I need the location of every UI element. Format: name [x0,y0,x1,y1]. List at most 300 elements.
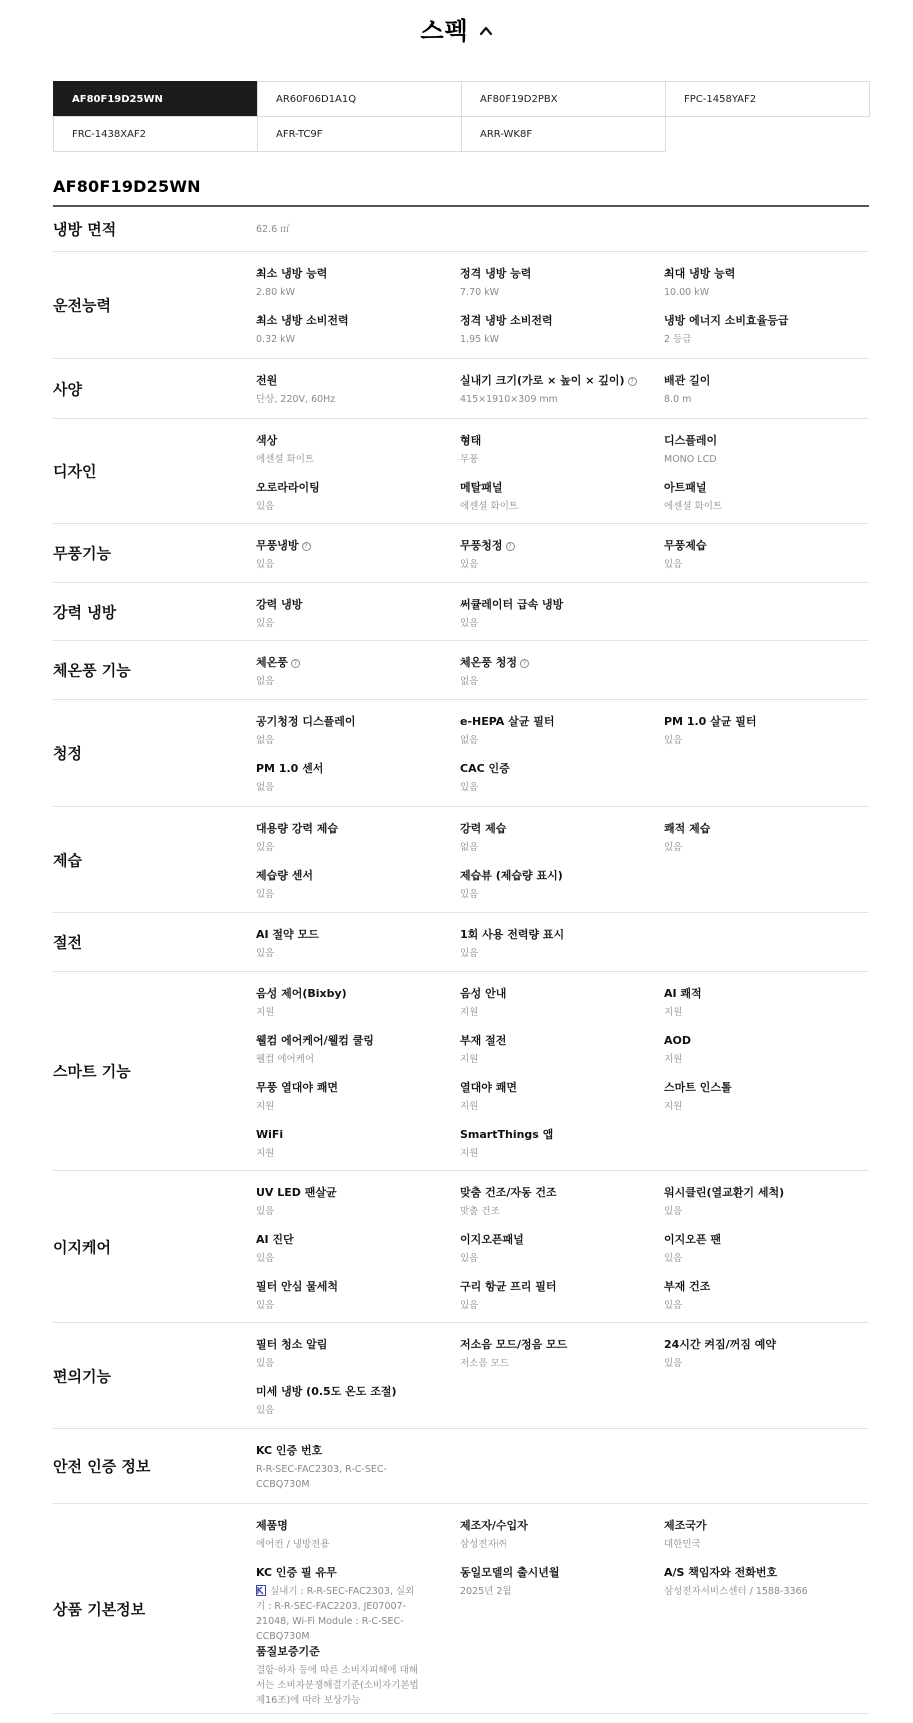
spec-item-value: 없음 [460,676,479,687]
spec-item [664,539,864,572]
spec-item-value: 있음 [256,842,275,853]
spec-item-label [460,1566,660,1580]
spec-item-label-text: 무풍청정 [460,539,503,552]
spec-item-value: 있음 [460,948,479,959]
spec-item-label-text: 아트패널 [664,481,707,494]
spec-item [256,1566,421,1644]
spec-item-label [256,822,456,836]
spec-item-value: 에센셜 화이트 [664,501,723,512]
spec-item-value: 있음 [460,559,479,570]
spec-item-label-text: 맞춤 건조/자동 건조 [460,1186,557,1199]
spec-item [664,1034,864,1067]
info-icon[interactable]: ? [520,659,529,668]
spec-section [53,583,869,641]
model-title: AF80F19D25WN [53,177,201,196]
spec-item-label-text: 품질보증기준 [256,1645,320,1658]
spec-item [664,1081,864,1114]
spec-item-label-text: 공기청정 디스플레이 [256,715,356,728]
spec-item-label-text: 냉방 에너지 소비효율등급 [664,314,789,327]
spec-item-value: 있음 [460,889,479,900]
spec-item-value: 있음 [664,735,683,746]
spec-item [460,267,660,300]
spec-item-label [664,539,864,553]
spec-item [256,539,456,572]
spec-item-label-text: 무풍냉방 [256,539,299,552]
spec-item-label [460,314,660,328]
spec-item-label [256,434,456,448]
spec-item-label [664,314,864,328]
info-icon[interactable]: ? [628,377,637,386]
spec-item-label-text: PM 1.0 센서 [256,762,324,775]
spec-item-label [256,1034,456,1048]
spec-item-label [460,928,660,942]
spec-item-label-text: 써큘레이터 급속 냉방 [460,598,564,611]
spec-item [256,1186,456,1219]
spec-item-value: 있음 [664,559,683,570]
spec-item-label [256,1444,406,1458]
spec-item-value: 있음 [664,1206,683,1217]
spec-item [460,869,660,902]
spec-item-label [460,1186,660,1200]
spec-item-label-text: AI 쾌적 [664,987,702,1000]
spec-section [53,700,869,807]
spec-item [256,1444,406,1492]
spec-item [460,481,660,514]
spec-item-label [460,1128,660,1142]
spec-item-value: 있음 [256,948,275,959]
spec-item [256,869,456,902]
spec-item-label-text: 1회 사용 전력량 표시 [460,928,565,941]
spec-item [664,434,864,467]
spec-item-label-text: 체온풍 청정 [460,656,517,669]
spec-item [256,314,456,347]
model-tab[interactable]: FPC-1458YAF2 [665,81,870,117]
spec-section [53,207,869,252]
spec-item-label [460,1280,660,1294]
spec-item-label [460,1034,660,1048]
spec-item-value: 있음 [460,782,479,793]
spec-section-title: 디자인 [53,462,97,481]
spec-item-label-text: 색상 [256,434,278,447]
spec-item-label [664,1081,864,1095]
spec-item-label [460,539,660,553]
kc-mark-icon [256,1585,266,1596]
spec-item [256,1338,456,1371]
spec-section-title: 안전 인증 정보 [53,1457,151,1476]
spec-table [53,207,869,1714]
spec-section-title: 이지케어 [53,1238,111,1256]
spec-item [460,715,660,748]
spec-item [256,481,456,514]
spec-item-label [664,434,864,448]
spec-item-label-text: 구리 항균 프리 필터 [460,1280,557,1293]
spec-item-value: 없음 [256,735,275,746]
spec-section-title: 체온풍 기능 [53,661,131,680]
model-tab[interactable]: ARR-WK8F [461,116,666,152]
spec-item-label-text: AOD [664,1034,691,1047]
spec-item-value: 없음 [460,842,479,853]
spec-item-label [664,987,864,1001]
info-icon[interactable]: ? [302,542,311,551]
spec-item [460,374,660,407]
spec-item-value: R-R-SEC-FAC2303, R-C-SEC-CCBQ730M [256,1464,387,1490]
spec-item [256,822,456,855]
spec-item-label-text: 무풍 열대야 쾌면 [256,1081,339,1094]
spec-item-value: 없음 [460,735,479,746]
spec-item-label-text: e-HEPA 살균 필터 [460,715,555,728]
spec-section [53,419,869,524]
spec-item-value: 있음 [664,1253,683,1264]
spec-item-label [460,374,660,388]
spec-item-label-text: 이지오픈패널 [460,1233,524,1246]
spec-item-label-text: A/S 책임자와 전화번호 [664,1566,778,1579]
spec-item-label [256,1338,456,1352]
spec-item-label [256,928,456,942]
spec-item-value: 저소음 모드 [460,1358,509,1369]
spec-item-value: 지원 [256,1148,275,1159]
spec-item-label-text: 쾌적 제습 [664,822,711,835]
spec-item [256,598,456,631]
spec-item-value: 62.6 ㎡ [256,224,290,235]
spec-item [460,656,660,689]
spec-item [664,1566,864,1599]
spec-item [256,1081,456,1114]
spec-item-value: 지원 [664,1007,683,1018]
spec-section-title: 제습 [53,851,82,869]
spec-item [256,1233,456,1266]
spec-section [53,807,869,913]
spec-item [460,598,660,631]
spec-item-label-text: 정격 냉방 능력 [460,267,532,280]
spec-item-label [460,1081,660,1095]
spec-item-label [664,1338,864,1352]
spec-item-label [664,1280,864,1294]
spec-item [460,1566,660,1599]
spec-item [256,1034,456,1067]
spec-section-title: 절전 [53,933,82,952]
spec-item-label-text: 실내기 크기(가로 × 높이 × 깊이) [460,374,625,387]
spec-item [664,314,864,347]
spec-item-value: 있음 [460,618,479,629]
model-tab[interactable]: FRC-1438XAF2 [53,116,258,152]
spec-item [256,1128,456,1161]
spec-item [664,1519,864,1552]
spec-item-value: 지원 [460,1007,479,1018]
spec-title: 스펙 [420,16,469,45]
spec-item [256,374,456,407]
spec-item-value: 에센셜 화이트 [256,454,315,465]
spec-item-label-text: 체온풍 [256,656,288,669]
spec-item-label [460,1338,660,1352]
spec-item-label [664,1186,864,1200]
spec-item-value: 2 등급 [664,334,692,345]
spec-item-label-text: 제습량 센서 [256,869,313,882]
spec-item-label [256,1128,456,1142]
model-tab[interactable]: AF80F19D2PBX [461,81,666,117]
spec-item [460,987,660,1020]
spec-item [460,1128,660,1161]
model-tabs [53,81,869,151]
spec-item-value: 415×1910×309 mm [460,394,558,405]
spec-item-label [256,1081,456,1095]
spec-section [53,252,869,359]
spec-item-value: 에어컨 / 냉방전용 [256,1539,330,1550]
spec-item-label-text: 강력 냉방 [256,598,303,611]
spec-item-label-text: 형태 [460,434,482,447]
spec-item-label [460,822,660,836]
spec-item [664,374,864,407]
spec-item-value: 있음 [256,1358,275,1369]
spec-item-value: 무풍 [460,454,479,465]
spec-item [460,539,660,572]
spec-item [664,715,864,748]
spec-item-value: 10.00 kW [664,287,710,298]
spec-section-title: 편의기능 [53,1367,111,1385]
spec-item [460,1034,660,1067]
spec-item-value: 있음 [460,1300,479,1311]
spec-item-label [256,1566,421,1580]
spec-item [664,1233,864,1266]
spec-item-value: 있음 [460,1253,479,1264]
spec-item [460,1081,660,1114]
spec-item-value: 2.80 kW [256,287,296,298]
spec-item-label-text: 제습뷰 (제습량 표시) [460,869,563,882]
spec-item-label [664,1233,864,1247]
spec-item-label-text: 동일모델의 출시년월 [460,1566,560,1579]
spec-item [460,1338,660,1371]
spec-item-label [460,987,660,1001]
spec-item-value: 2025년 2월 [460,1586,512,1597]
spec-item-label-text: 필터 안심 물세척 [256,1280,339,1293]
spec-item-label [664,715,864,729]
spec-section-title: 냉방 면적 [53,220,117,239]
spec-item [256,928,456,961]
spec-section [53,641,869,700]
spec-item-value: 있음 [256,559,275,570]
spec-item [460,822,660,855]
spec-item [256,1519,456,1552]
spec-item-value-text: 실내기 : R-R-SEC-FAC2303, 실외기 : R-R-SEC-FAC2203, JE07007-21048, Wi-Fi Module : R-C-SEC-CCBQ730M [256,1586,415,1642]
spec-item-label-text: WiFi [256,1128,284,1141]
spec-item-value: 0.32 kW [256,334,296,345]
spec-item-label-text: KC 인증 번호 [256,1444,323,1457]
spec-item [664,267,864,300]
spec-section-title: 사양 [53,380,82,398]
spec-item-label [664,481,864,495]
info-icon[interactable]: ? [506,542,515,551]
spec-item [256,434,456,467]
spec-item-value: 있음 [256,501,275,512]
spec-item-label [256,481,456,495]
spec-item-label-text: 웰컴 에어케어/웰컴 쿨링 [256,1034,374,1047]
spec-item-label [460,598,660,612]
spec-section [53,359,869,419]
spec-item-label-text: 제조국가 [664,1519,707,1532]
spec-section [53,1504,869,1714]
info-icon[interactable]: ? [291,659,300,668]
model-tab[interactable]: AF80F19D25WN [53,81,258,117]
spec-item-value: 지원 [664,1101,683,1112]
spec-item [460,1519,660,1552]
spec-item-value [256,1584,421,1644]
spec-item-label [460,481,660,495]
spec-item [256,987,456,1020]
spec-item-label-text: 대용량 강력 제습 [256,822,339,835]
spec-item-label [256,1385,456,1399]
spec-item-value: 1.95 kW [460,334,500,345]
spec-item-label [256,987,456,1001]
spec-item-label [664,1519,864,1533]
spec-item-value: 지원 [664,1054,683,1065]
spec-item-label-text: 워시클린(열교환기 세척) [664,1186,785,1199]
spec-item-value: 있음 [256,889,275,900]
spec-section [53,1171,869,1323]
spec-item-label-text: CAC 인증 [460,762,510,775]
spec-item-label-text: 오로라라이팅 [256,481,320,494]
spec-item-value: 지원 [460,1101,479,1112]
spec-section-title: 운전능력 [53,296,111,315]
spec-section-title: 강력 냉방 [53,603,117,621]
spec-item [460,434,660,467]
spec-item [664,987,864,1020]
spec-item-label [664,822,864,836]
spec-item-label [460,1233,660,1247]
spec-item-label-text: 음성 제어(Bixby) [256,987,347,1000]
spec-item-label-text: AI 진단 [256,1233,294,1246]
spec-item-label [460,267,660,281]
spec-item-value: 지원 [460,1054,479,1065]
spec-item-label-text: 음성 안내 [460,987,507,1000]
spec-item-value: 지원 [460,1148,479,1159]
model-tab[interactable]: AFR-TC9F [257,116,462,152]
spec-item-label [460,715,660,729]
spec-item-label-text: 저소음 모드/정음 모드 [460,1338,568,1351]
spec-item [256,1645,426,1708]
spec-item-label-text: 제조자/수입자 [460,1519,528,1532]
spec-header[interactable] [0,0,913,56]
spec-item-label [256,869,456,883]
spec-item-label-text: 최소 냉방 능력 [256,267,328,280]
spec-item-label [256,715,456,729]
spec-item [664,1186,864,1219]
spec-section-title: 청정 [53,744,82,763]
spec-section-title: 무풍기능 [53,544,111,563]
spec-item-label-text: 부재 절전 [460,1034,507,1047]
spec-item-value: 결함·하자 등에 따른 소비자피해에 대해서는 소비자분쟁해결기준(소비자기본법 제16조)에 따라 보상가능 [256,1665,419,1706]
spec-item-value: 지원 [256,1101,275,1112]
spec-item-label-text: 스마트 인스톨 [664,1081,732,1094]
spec-item [256,222,456,237]
spec-item-label-text: 열대야 쾌면 [460,1081,517,1094]
spec-item [256,762,456,795]
spec-item-label [460,656,660,670]
spec-item-value: 단상, 220V, 60Hz [256,394,336,405]
spec-item-label [256,539,456,553]
model-tab[interactable]: AR60F06D1A1Q [257,81,462,117]
spec-item-label [256,267,456,281]
spec-section-title: 스마트 기능 [53,1062,131,1081]
spec-item-label-text: AI 절약 모드 [256,928,319,941]
spec-item-value: 없음 [256,676,275,687]
spec-item [460,1186,660,1219]
spec-item-label [460,762,660,776]
spec-item-label [664,267,864,281]
spec-item-label-text: 필터 청소 알림 [256,1338,328,1351]
spec-item-label-text: UV LED 팬살균 [256,1186,337,1199]
spec-item-label-text: 제품명 [256,1519,288,1532]
spec-item-label [256,656,456,670]
spec-section [53,913,869,972]
spec-item-label [256,598,456,612]
spec-item-label [460,434,660,448]
spec-item-label [256,1645,426,1659]
spec-section [53,524,869,583]
spec-item-value: 없음 [256,782,275,793]
spec-item-value: 있음 [256,1405,275,1416]
spec-item-label [256,1186,456,1200]
spec-item [664,1338,864,1371]
spec-item-label-text: 부재 건조 [664,1280,711,1293]
spec-item [256,715,456,748]
spec-item-value: 7.70 kW [460,287,500,298]
spec-item-value: 있음 [256,1206,275,1217]
spec-item-value: 있음 [256,1300,275,1311]
spec-section-title: 상품 기본정보 [53,1600,146,1618]
spec-item-label-text: 이지오픈 팬 [664,1233,721,1246]
spec-item-value: 에센셜 화이트 [460,501,519,512]
spec-item [460,928,660,961]
spec-item-label [256,374,456,388]
spec-item-value: 있음 [664,842,683,853]
spec-item-label [460,869,660,883]
spec-item-label-text: 메탈패널 [460,481,503,494]
spec-item [256,267,456,300]
spec-item-label [256,762,456,776]
spec-item-value: 8.0 m [664,394,692,405]
spec-item-label [664,374,864,388]
spec-item-value: 있음 [256,1253,275,1264]
spec-section [53,1429,869,1504]
spec-item-value: 대한민국 [664,1539,701,1550]
spec-item [256,1385,456,1418]
spec-section [53,1323,869,1429]
spec-item-label-text: 최대 냉방 능력 [664,267,736,280]
spec-item-value: 지원 [256,1007,275,1018]
spec-item-label [256,1519,456,1533]
spec-item-label-text: 전원 [256,374,278,387]
spec-item-value: 삼성전자서비스센터 / 1588-3366 [664,1586,808,1597]
spec-item [664,1280,864,1313]
spec-item-label-text: 배관 길이 [664,374,711,387]
spec-item [460,1280,660,1313]
spec-item-label-text: 24시간 켜짐/꺼짐 예약 [664,1338,776,1351]
spec-item-label [664,1566,864,1580]
spec-item-label [664,1034,864,1048]
chevron-up-icon[interactable] [479,24,493,38]
spec-item [256,656,456,689]
spec-item [460,314,660,347]
spec-item-value: 삼성전자㈜ [460,1539,507,1550]
spec-item-value: 있음 [664,1358,683,1369]
spec-item-label-text: 강력 제습 [460,822,507,835]
spec-item [664,822,864,855]
spec-item-label [460,1519,660,1533]
spec-item-label-text: SmartThings 앱 [460,1128,554,1141]
spec-item [256,1280,456,1313]
spec-item [460,762,660,795]
spec-item-label [256,1280,456,1294]
spec-item-value: 있음 [664,1300,683,1311]
